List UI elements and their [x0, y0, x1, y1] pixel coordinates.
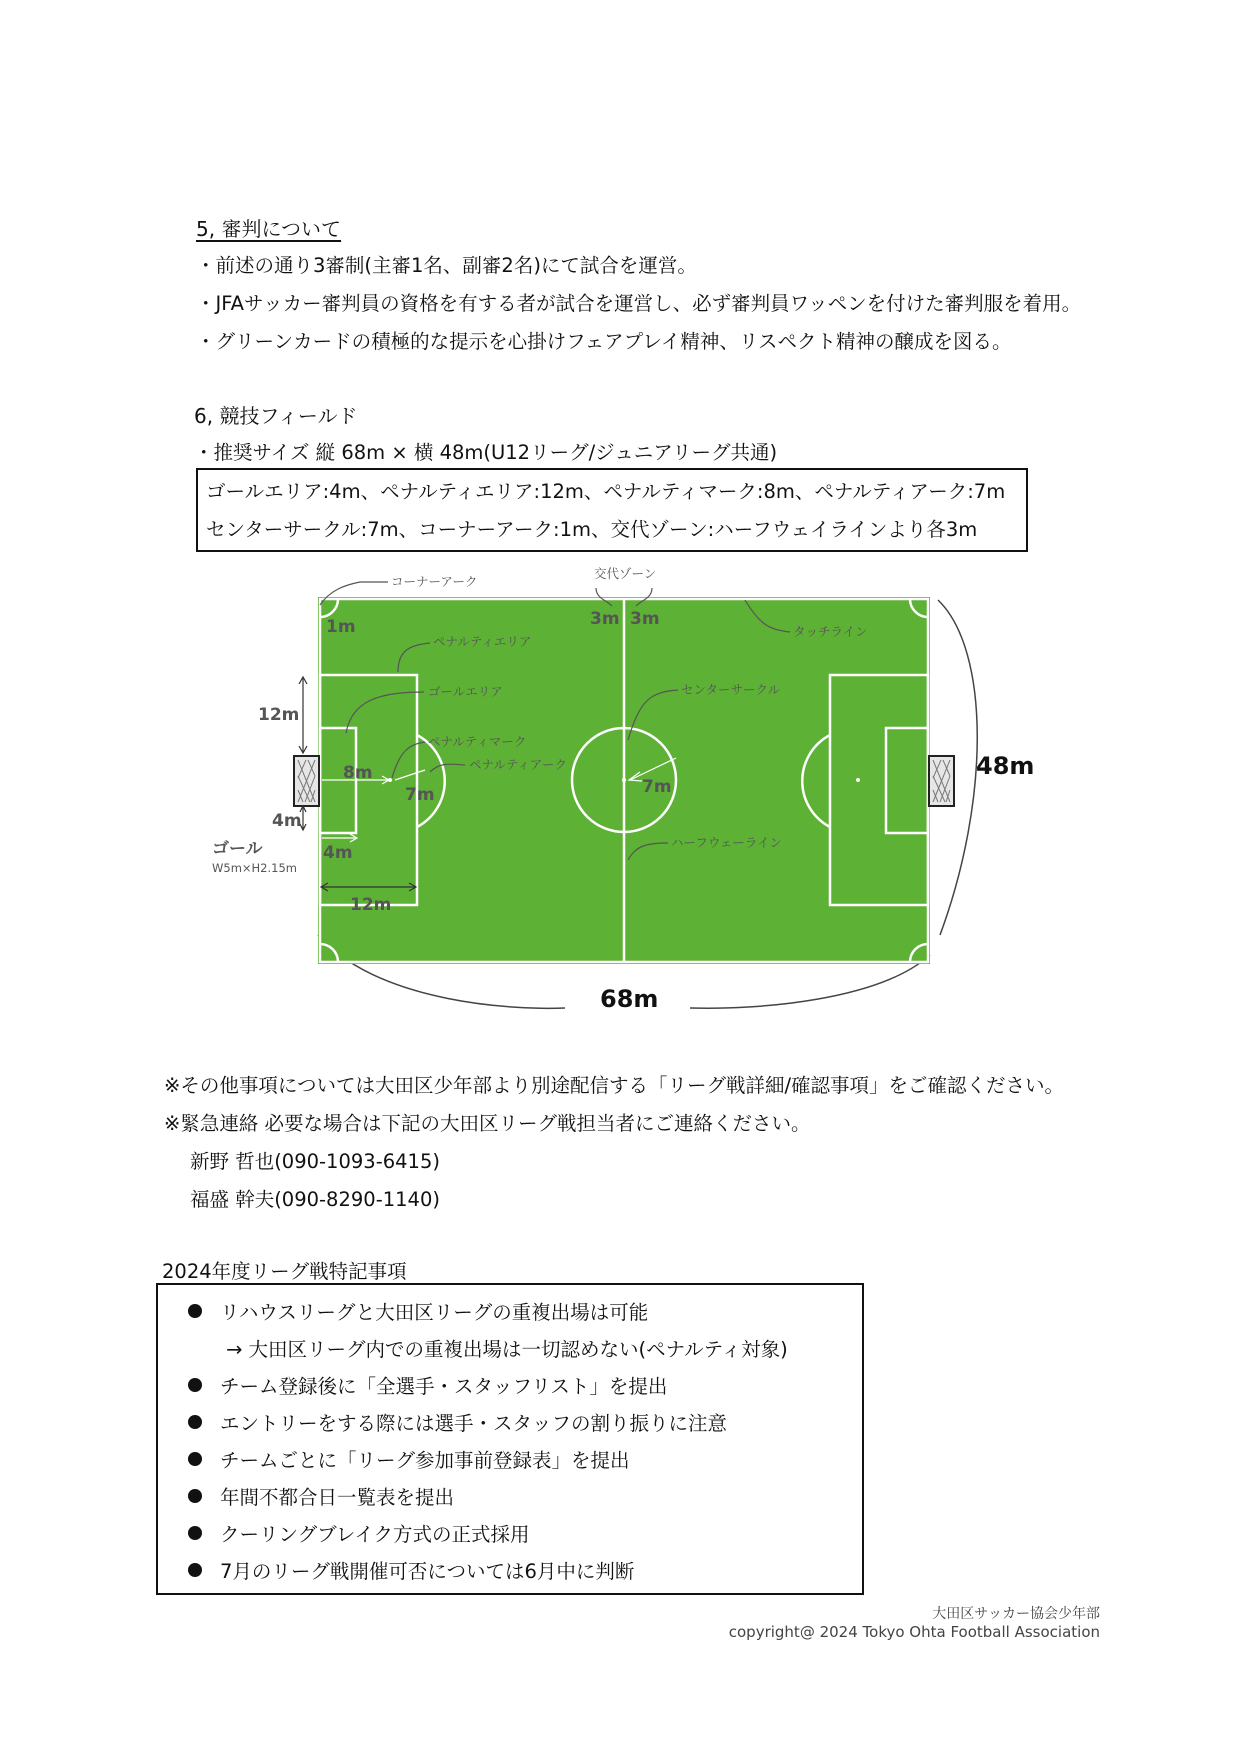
bullet-icon — [188, 1415, 202, 1429]
goal-left — [294, 756, 319, 806]
special-item-7-text: 7月のリーグ戦開催可否については6月中に判断 — [220, 1560, 635, 1583]
special-item-4 — [188, 1445, 630, 1473]
special-item-5-text: 年間不都合日一覧表を提出 — [220, 1486, 455, 1509]
special-item-1 — [188, 1297, 648, 1325]
special-item-5 — [188, 1482, 454, 1510]
label-halfway-line: ハーフウェーライン — [671, 835, 783, 850]
section5-line-1: ・前述の通り3審制(主審1名、副審2名)にて試合を運営。 — [196, 254, 697, 277]
special-heading: 2024年度リーグ戦特記事項 — [162, 1260, 407, 1283]
label-penalty-mark: ペナルティマーク — [428, 734, 527, 749]
bullet-icon — [188, 1526, 202, 1540]
label-8m: 8m — [343, 763, 373, 783]
special-item-4-text: チームごとに「リーグ参加事前登録表」を提出 — [220, 1449, 630, 1472]
label-width: 48m — [976, 752, 1035, 780]
special-item-6 — [188, 1519, 529, 1547]
special-item-3-text: エントリーをする際には選手・スタッフの割り振りに注意 — [220, 1412, 728, 1435]
contact-1: 新野 哲也(090-1093-6415) — [190, 1150, 440, 1173]
bullet-icon — [188, 1489, 202, 1503]
section6-heading: 6, 競技フィールド — [194, 404, 358, 428]
special-item-7 — [188, 1556, 634, 1584]
label-length: 68m — [600, 985, 659, 1013]
dimensions-line-1: ゴールエリア:4m、ペナルティエリア:12m、ペナルティマーク:8m、ペナルティアーク:7m — [206, 480, 1006, 503]
special-notes-box — [156, 1283, 864, 1595]
label-touch-line: タッチライン — [793, 624, 868, 639]
section6-recommended: ・推奨サイズ 縦 68m × 横 48m(U12リーグ/ジュニアリーグ共通) — [194, 441, 778, 464]
label-7m-arc: 7m — [405, 785, 435, 805]
section5-line-2: ・JFAサッカー審判員の資格を有する者が試合を運営し、必ず審判員ワッペンを付けた審判服を着用。 — [196, 292, 1082, 315]
footer-org: 大田区サッカー協会少年部 — [932, 1606, 1100, 1622]
special-item-2 — [188, 1371, 667, 1399]
bullet-icon — [188, 1304, 202, 1318]
label-4m-bottom: 4m — [323, 843, 353, 863]
label-sub-right: 3m — [630, 609, 660, 629]
label-goal: ゴール — [212, 839, 263, 859]
note-emergency: ※緊急連絡 必要な場合は下記の大田区リーグ戦担当者にご連絡ください。 — [164, 1112, 811, 1135]
label-goal-area: ゴールエリア — [428, 684, 503, 699]
contact-2: 福盛 幹夫(090-8290-1140) — [190, 1188, 440, 1211]
dimensions-line-2: センターサークル:7m、コーナーアーク:1m、交代ゾーン:ハーフウェイラインより各3m — [206, 518, 978, 541]
special-item-3 — [188, 1408, 727, 1436]
bullet-icon — [188, 1563, 202, 1577]
label-goal-size: W5m×H2.15m — [212, 861, 297, 875]
goal-right — [929, 756, 954, 806]
section5-heading: 5, 審判について — [196, 217, 342, 241]
special-item-1-text: リハウスリーグと大田区リーグの重複出場は可能 — [220, 1301, 649, 1324]
label-corner-1m: 1m — [326, 617, 356, 637]
label-corner-arc: コーナーアーク — [391, 574, 478, 589]
note-other-items: ※その他事項については大田区少年部より別途配信する「リーグ戦詳細/確認事項」をご確認ください。 — [164, 1074, 1065, 1097]
footer-copyright: copyright@ 2024 Tokyo Ohta Football Association — [728, 1623, 1100, 1641]
label-sub-zone: 交代ゾーン — [594, 566, 657, 581]
section5-line-3: ・グリーンカードの積極的な提示を心掛けフェアプレイ精神、リスペクト精神の醸成を図る。 — [196, 330, 1012, 353]
label-12m-side: 12m — [258, 705, 300, 725]
bullet-icon — [188, 1378, 202, 1392]
label-12m-bottom: 12m — [350, 895, 392, 915]
special-item-6-text: クーリングブレイク方式の正式採用 — [220, 1523, 530, 1546]
label-sub-left: 3m — [590, 609, 620, 629]
label-4m-side: 4m — [272, 811, 302, 831]
special-item-2-text: チーム登録後に「全選手・スタッフリスト」を提出 — [220, 1375, 668, 1398]
label-penalty-area: ペナルティエリア — [433, 634, 532, 649]
special-item-1-sub: → 大田区リーグ内での重複出場は一切認めない(ペナルティ対象) — [226, 1338, 788, 1361]
label-penalty-arc: ペナルティアーク — [469, 757, 568, 772]
label-7m-center: 7m — [642, 777, 672, 797]
bullet-icon — [188, 1452, 202, 1466]
label-center-circle: センターサークル — [681, 682, 781, 697]
